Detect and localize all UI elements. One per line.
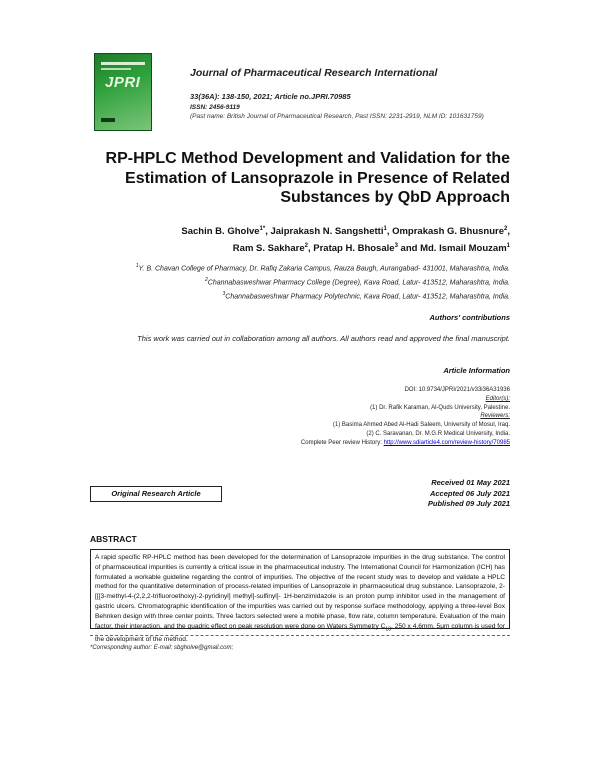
editor-label: Editor(s): [485, 395, 510, 402]
cover-decoration [101, 118, 115, 122]
author-sup: 3 [394, 243, 398, 250]
affiliation [90, 275, 510, 289]
affiliation-sup: 3 [222, 290, 226, 297]
affiliation-text: Channabasweshwar Pharmacy College (Degree), Kava Road, Latur- 413512, Maharashtra, India. [207, 279, 510, 287]
doi: DOI: 10.9734/JPRI/2021/v33i36A31936 [404, 387, 510, 393]
reviewers-label: Reviewers: [480, 413, 510, 420]
cover-decoration [101, 62, 145, 65]
journal-name: Journal of Pharmaceutical Research International [190, 67, 438, 79]
author-list: Sachin B. Gholve$^{1*}$, Jaiprakash N. Sangshetti$^1$, Omprakash G. Bhusnure$^2$, Ram S. Sakhare$^2$, Pratap H. Bhosale$^3$ and Md. Ismail Mouzam$^1$ [181, 226, 510, 255]
accepted-date: Accepted 06 July 2021 [429, 488, 510, 498]
affiliations [90, 261, 510, 302]
affiliation [90, 289, 510, 303]
author-sup: 1* [259, 226, 266, 232]
volume-info: 33(36A): 138-150, 2021; Article no.JPRI.70985 [190, 92, 351, 101]
cover-logo: JPRI [105, 74, 141, 91]
editor: (1) Dr. Rafik Karaman, Al-Quds University, Palestine. [370, 404, 510, 411]
author-name: Pratap H. Bhosale [313, 243, 395, 255]
paper-title: RP-HPLC Method Development and Validation for the Estimation of Lansoprazole in Presence of Related Substances by QbD Approach [105, 150, 510, 206]
footnote-divider [90, 635, 510, 636]
abstract-text: A rapid specific RP-HPLC method has been developed for the determination of Lansoprazole impurities in the drug substance. The control of pharmaceutical impurities is currently a critical issue in the pharmaceutical industry. The International Council for Harmonization (ICH) has formulated a workable guideline regarding the control of impurities. The objective of the recent study was to develop and validate a HPLC method for the quantitative determination of process-related impurities of Lansoprazole in pharmaceutical drug substance. Lansoprazole, 2-[[[3-methyl-4-(2,2,2-trifluoroethoxy)-2-pyridinyl] methyl]-sulfinyl]- 1H-benzimidazole is an proton pump inhibitor used in the management of gastric ulcers. Chromatographic identification of the impurities was carried out by response surface methodology, applying a three-level Box Behnken design with three center points. Three factors selected were a mobile phase, flow rate, column temperature. Evaluation of the main factor, their interaction, and the quadric effect on peak resolution were done on Waters Symmetry C [95, 554, 505, 630]
author-sup: 1 [383, 226, 387, 232]
affiliation-text: Channabasweshwar Pharmacy Polytechnic, Kava Road, Latur- 413512, Maharashtra, India. [225, 292, 510, 300]
author-name: Sachin B. Gholve [181, 226, 260, 238]
corresponding-author: *Corresponding author: E-mail: sbgholve@gmail.com; [90, 645, 234, 651]
reviewer: (1) Basima Ahmed Abed Al-Hadi Saleem, University of Mosul, Iraq. [332, 422, 510, 429]
review-history-link[interactable]: http://www.sdiarticle4.com/review-history/70985 [383, 439, 510, 446]
author-sup: 2 [304, 243, 308, 250]
author-name: Omprakash G. Bhusnure [392, 226, 505, 238]
affiliation [90, 261, 510, 275]
contributions-text: This work was carried out in collaboration among all authors. All authors read and approved the final manuscript. [137, 334, 510, 343]
article-type-badge: Original Research Article [90, 486, 222, 502]
publication-dates [428, 478, 510, 510]
author-name: Jaiprakash N. Sangshetti [270, 226, 384, 238]
article-info-heading: Article Information [443, 366, 510, 375]
author-name: Ram S. Sakhare [232, 243, 305, 255]
abstract-heading: ABSTRACT [90, 534, 137, 544]
affiliation-sup: 2 [205, 276, 208, 283]
contributions-heading: Authors' contributions [429, 313, 510, 322]
abstract-text-tail: , 250 x 4.6mm, 5μm column is used for the development of the method. [95, 622, 505, 643]
reviewer: (2) C. Saravanan, Dr. M.G.R Medical University, India. [366, 430, 510, 437]
issn: ISSN: 2456-9119 [190, 104, 240, 111]
author-sup: 2 [504, 226, 508, 232]
review-history [200, 439, 510, 448]
abstract-subscript: 18 [385, 625, 391, 632]
past-name: (Past name: British Journal of Pharmaceutical Research, Past ISSN: 2231-2919, NLM ID: 101631759) [190, 113, 484, 120]
affiliation-text: Y. B. Chavan College of Pharmacy, Dr. Rafiq Zakaria Campus, Rauza Baugh, Aurangabad- 431001, Maharashtra, India. [138, 265, 510, 273]
affiliation-sup: 1 [135, 263, 139, 269]
author-sup: 1 [506, 243, 510, 250]
journal-cover-image [94, 53, 152, 131]
review-history-label: Complete Peer review History: [300, 439, 384, 446]
received-date: Received 01 May 2021 [431, 478, 510, 487]
author-name: Md. Ismail Mouzam [420, 243, 507, 255]
abstract-box [90, 549, 510, 643]
published-date: Published 09 July 2021 [427, 499, 510, 508]
article-info-block [200, 386, 510, 448]
cover-decoration [101, 68, 131, 70]
